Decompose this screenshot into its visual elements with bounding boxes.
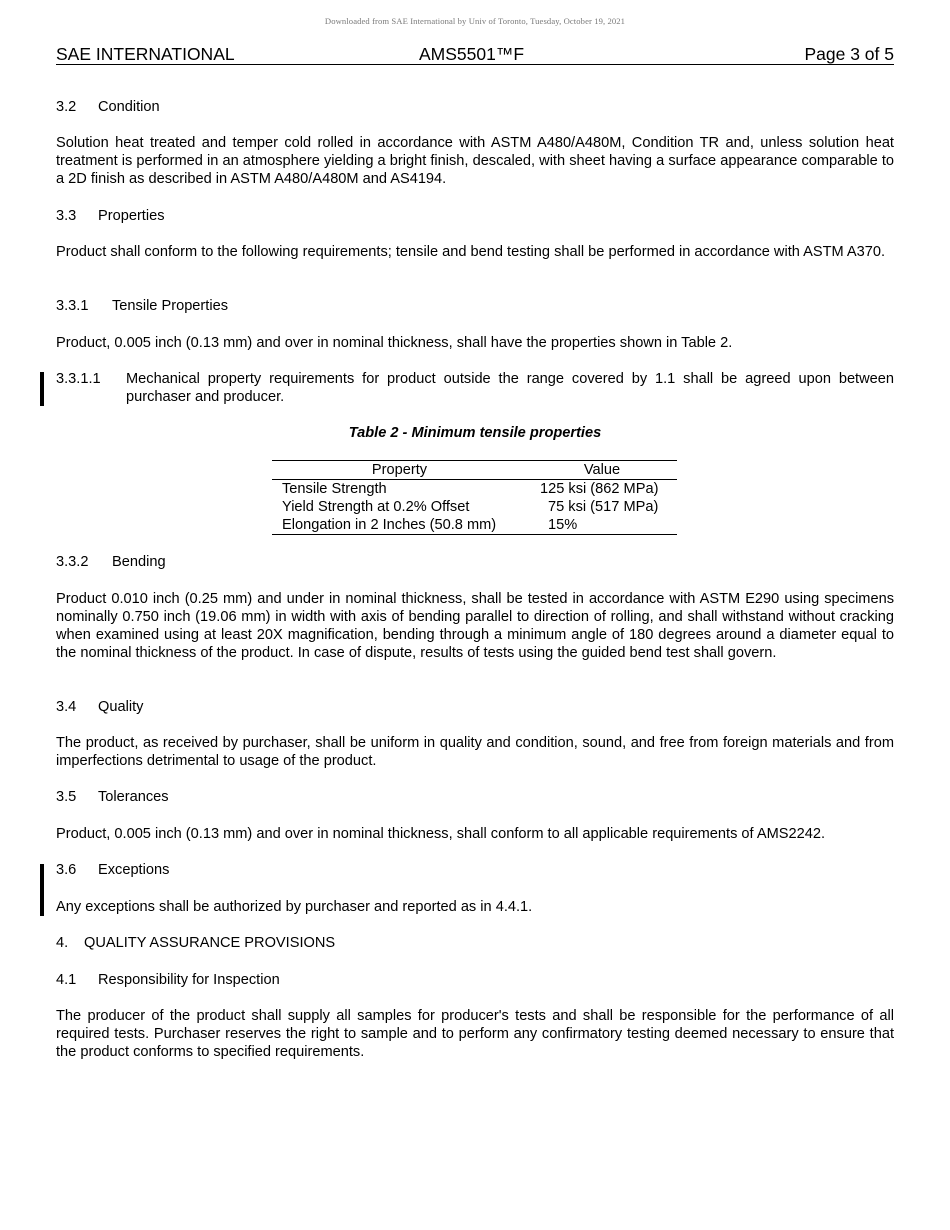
table-row bbox=[272, 516, 677, 535]
section-3-2-heading bbox=[56, 98, 894, 116]
section-3-3-heading bbox=[56, 207, 894, 225]
table-2-caption: Table 2 - Minimum tensile properties bbox=[348, 425, 602, 441]
header-doc-number: AMS5501™F bbox=[419, 44, 525, 64]
section-3-6-text: Any exceptions shall be authorized by purchaser and reported as in 4.4.1. bbox=[56, 899, 533, 915]
header-page-number: Page 3 of 5 bbox=[804, 44, 894, 64]
value-cell: 125 ksi (862 MPa) bbox=[540, 481, 659, 497]
section-number: 3.3.2 bbox=[56, 554, 89, 570]
section-title: Tolerances bbox=[98, 789, 169, 805]
section-3-4-heading bbox=[56, 698, 894, 716]
section-number: 4.1 bbox=[56, 972, 77, 988]
section-title: Tensile Properties bbox=[112, 298, 228, 314]
table-header-property: Property bbox=[272, 461, 527, 480]
value-cell: 75 ksi (517 MPa) bbox=[548, 499, 659, 515]
section-3-3-2-heading bbox=[56, 553, 894, 571]
section-3-3-text: Product shall conform to the following requirements; tensile and bend testing shall be performed in accordance with ASTM A370. bbox=[56, 244, 886, 260]
section-number: 3.3.1 bbox=[56, 298, 89, 314]
property-cell: Yield Strength at 0.2% Offset bbox=[282, 499, 470, 515]
section-number: 3.6 bbox=[56, 862, 77, 878]
section-4-heading bbox=[56, 934, 894, 952]
section-title: Properties bbox=[98, 208, 165, 224]
section-4-1-heading bbox=[56, 971, 894, 989]
section-3-3-1-heading bbox=[56, 297, 894, 315]
section-number: 3.4 bbox=[56, 699, 77, 715]
section-4-1-text: The producer of the product shall supply all samples for producer's tests and shall be responsible for the performance of all required tests. Purchaser reserves the right to sample and to perform any confirmatory testing deemed necessary to ensure that the product conforms to specified requirements. bbox=[56, 1008, 894, 1060]
section-title: Responsibility for Inspection bbox=[98, 972, 280, 988]
section-title: Quality bbox=[98, 699, 144, 715]
revision-bar bbox=[40, 372, 44, 406]
section-title: Condition bbox=[98, 99, 160, 115]
value-cell: 15% bbox=[527, 516, 677, 535]
section-3-5-heading bbox=[56, 788, 894, 806]
section-number: 4. bbox=[56, 935, 69, 951]
download-watermark: Downloaded from SAE International by Univ of Toronto, Tuesday, October 19, 2021 bbox=[324, 16, 626, 26]
property-cell: Tensile Strength bbox=[282, 481, 387, 497]
table-header-value: Value bbox=[527, 461, 677, 480]
page-header bbox=[56, 44, 894, 65]
section-3-5-text: Product, 0.005 inch (0.13 mm) and over in nominal thickness, shall conform to all applicable requirements of AMS2242. bbox=[56, 826, 826, 842]
revision-bar bbox=[40, 864, 44, 916]
table-row bbox=[272, 480, 677, 499]
section-number: 3.2 bbox=[56, 99, 77, 115]
table-2-tensile-properties bbox=[272, 460, 677, 535]
section-3-2-text: Solution heat treated and temper cold rolled in accordance with ASTM A480/A480M, Condition TR and, unless solution heat treatment is performed in an atmosphere yielding a bright finish, descaled, with sheet having a surface appearance comparable to a 2D finish as described in ASTM A480/A480M and AS4194. bbox=[56, 135, 894, 187]
section-title: Exceptions bbox=[98, 862, 170, 878]
section-3-3-1-text: Product, 0.005 inch (0.13 mm) and over in nominal thickness, shall have the properties shown in Table 2. bbox=[56, 335, 733, 351]
section-title: QUALITY ASSURANCE PROVISIONS bbox=[84, 935, 336, 951]
section-title: Bending bbox=[112, 554, 166, 570]
section-number: 3.5 bbox=[56, 789, 77, 805]
section-3-4-text: The product, as received by purchaser, shall be uniform in quality and condition, sound, and free from foreign materials and from imperfections detrimental to usage of the product. bbox=[56, 735, 894, 769]
header-org: SAE INTERNATIONAL bbox=[56, 44, 235, 64]
section-3-3-1-1-text: Mechanical property requirements for product outside the range covered by 1.1 shall be agreed upon between purchaser and producer. bbox=[126, 371, 894, 405]
section-3-6-heading bbox=[56, 861, 894, 879]
section-3-3-1-1-number: 3.3.1.1 bbox=[56, 371, 101, 387]
section-3-3-2-text: Product 0.010 inch (0.25 mm) and under in nominal thickness, shall be tested in accordance with ASTM E290 using specimens nominally 0.750 inch (19.06 mm) in width with axis of bending parallel to direction of rolling, and shall withstand without cracking when examined using at least 20X magnification, bending through a minimum angle of 180 degrees around a diameter equal to the nominal thickness of the product. In case of dispute, results of tests using the guided bend test shall govern. bbox=[56, 591, 894, 661]
table-row bbox=[272, 498, 677, 516]
property-cell: Elongation in 2 Inches (50.8 mm) bbox=[272, 516, 527, 535]
section-number: 3.3 bbox=[56, 208, 77, 224]
